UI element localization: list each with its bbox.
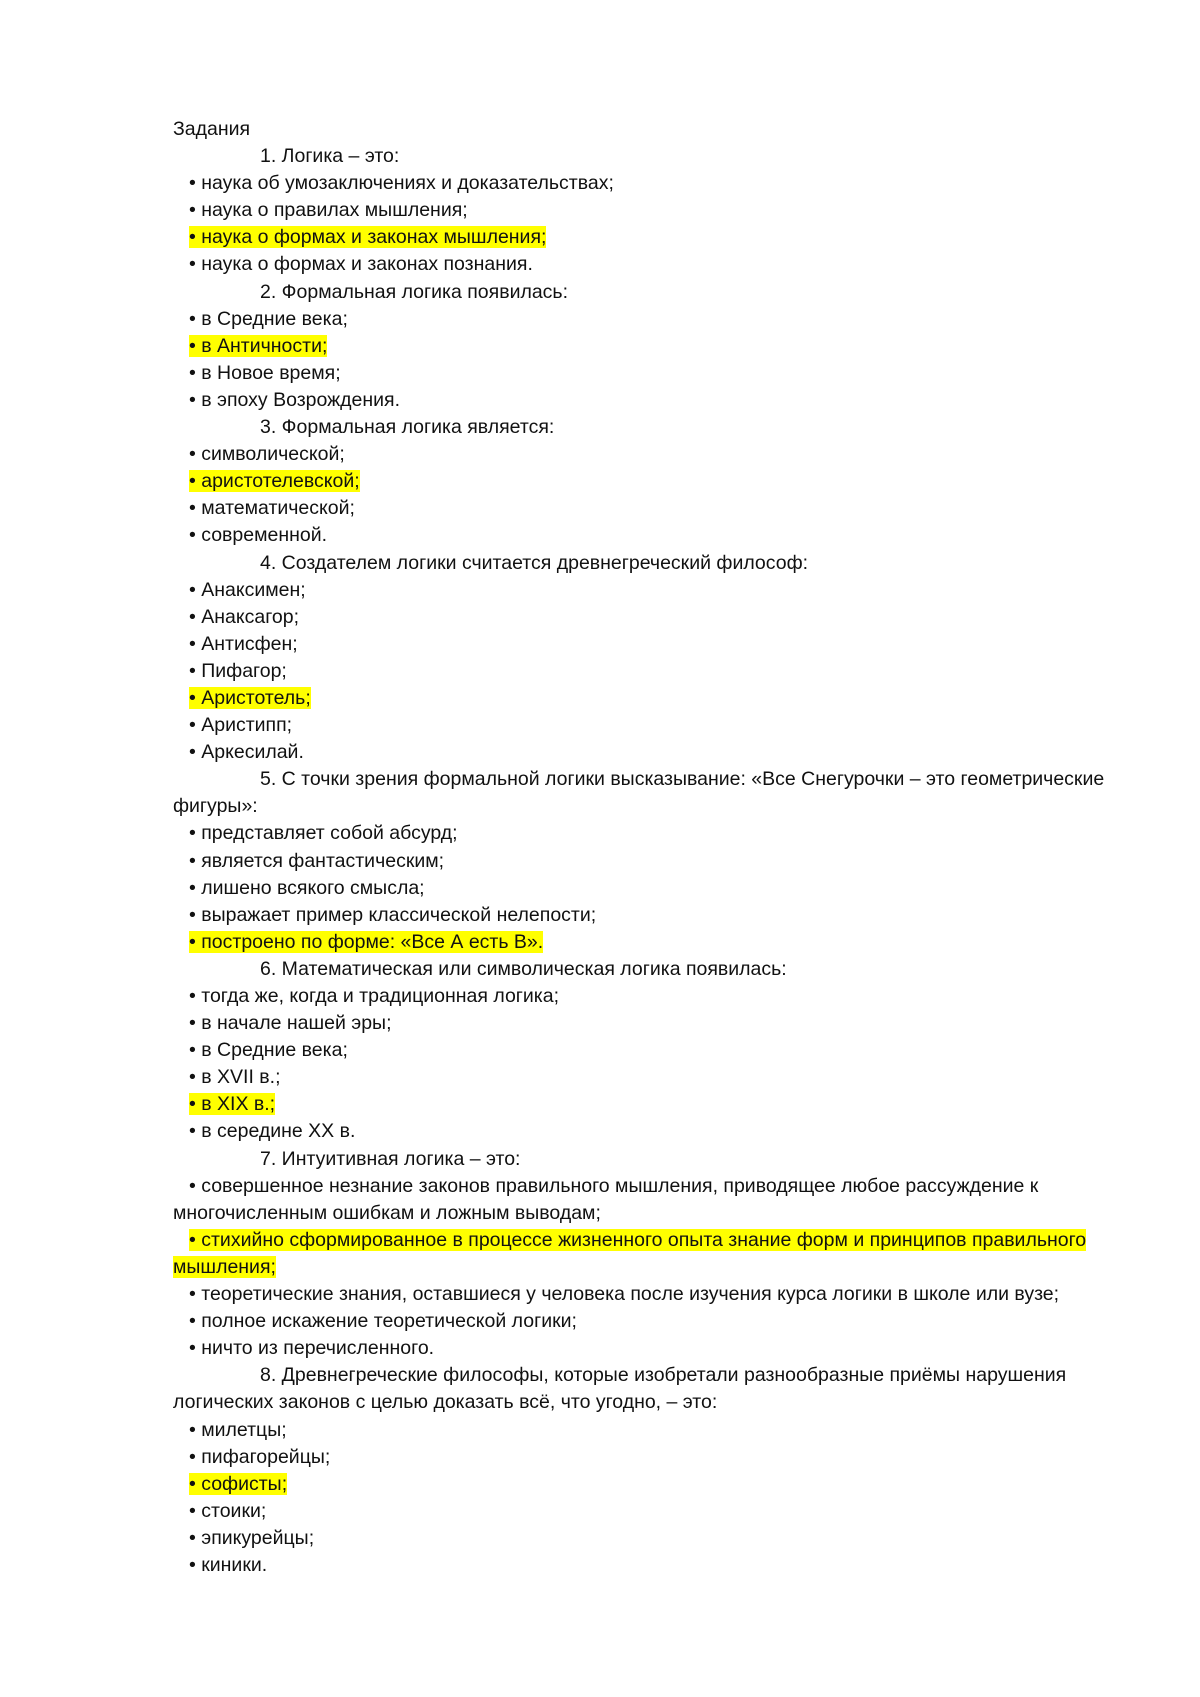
answer-option-text: • в Новое время; xyxy=(189,361,341,384)
answer-option xyxy=(173,1525,1133,1552)
answer-option xyxy=(173,1037,1133,1064)
answer-option xyxy=(173,306,1133,333)
answer-option xyxy=(173,875,1133,902)
highlighted-answer: • построено по форме: «Все А есть В». xyxy=(189,930,544,953)
answer-option-text: • стоики; xyxy=(189,1499,267,1522)
highlighted-answer: • аристотелевской; xyxy=(189,470,360,493)
answer-option-correct xyxy=(173,224,1133,251)
answer-option-text: • в Средние века; xyxy=(189,307,348,330)
answer-option-text: • наука об умозаключениях и доказательствах; xyxy=(189,172,614,195)
answer-option-text: • в начале нашей эры; xyxy=(189,1012,392,1035)
answer-option-text: • теоретические знания, оставшиеся у человека после изучения курса логики в школе или вузе; xyxy=(189,1283,1060,1306)
answer-option xyxy=(173,577,1133,604)
question-5: 5. С точки зрения формальной логики высказывание: «Все Снегурочки – это геометрические фигуры»: xyxy=(173,768,1105,818)
answer-option-text: • современной. xyxy=(189,524,328,547)
answer-option-text: • в Средние века; xyxy=(189,1039,348,1062)
highlighted-answer: • наука о формах и законах мышления; xyxy=(189,226,547,249)
answer-option xyxy=(173,712,1133,739)
highlighted-answer: • в Античности; xyxy=(189,334,328,357)
answer-option xyxy=(173,1444,1133,1471)
answer-option xyxy=(173,495,1133,522)
answer-option-text: • является фантастическим; xyxy=(189,849,445,872)
answer-option-text: • пифагорейцы; xyxy=(189,1445,331,1468)
question-1: 1. Логика – это: xyxy=(260,145,400,168)
answer-option-text: • Пифагор; xyxy=(189,659,287,682)
question-7: 7. Интуитивная логика – это: xyxy=(260,1147,521,1170)
answer-option-text: • представляет собой абсурд; xyxy=(189,822,458,845)
answer-option-text: • тогда же, когда и традиционная логика; xyxy=(189,985,560,1007)
document-body xyxy=(173,116,1133,1579)
highlighted-answer: • софисты; xyxy=(189,1472,288,1495)
answer-option-text: • Аристипп; xyxy=(189,714,293,737)
answer-option-text: • наука о формах и законах познания. xyxy=(189,253,533,276)
answer-option xyxy=(173,820,1133,847)
answer-option-correct xyxy=(173,333,1133,360)
answer-option-correct xyxy=(173,1091,1133,1118)
highlighted-answer: • Аристотель; xyxy=(189,686,311,709)
question-8: 8. Древнегреческие философы, которые изобретали разнообразные приёмы нарушения логических законов с целью доказать всё, что угодно, – это: xyxy=(173,1364,1067,1414)
answer-option xyxy=(173,1010,1133,1037)
highlighted-answer: • в XIX в.; xyxy=(189,1093,276,1116)
answer-option xyxy=(173,522,1133,549)
answer-option-text: • математической; xyxy=(189,497,355,520)
answer-option-text: • в середине XX в. xyxy=(189,1120,356,1143)
answer-option xyxy=(173,983,1133,1010)
answer-option xyxy=(173,441,1133,468)
question-3: 3. Формальная логика является: xyxy=(260,416,555,439)
answer-option-correct xyxy=(173,1471,1133,1498)
answer-option-text: • эпикурейцы; xyxy=(189,1526,315,1549)
answer-option-text: • Анаксимен; xyxy=(189,578,306,601)
question-2: 2. Формальная логика появилась: xyxy=(260,280,569,303)
answer-option-text: • ничто из перечисленного. xyxy=(189,1337,435,1360)
answer-option xyxy=(173,739,1133,766)
answer-option-text: • символической; xyxy=(189,443,345,466)
answer-option-text: • выражает пример классической нелепости; xyxy=(189,903,597,926)
answer-option xyxy=(173,1498,1133,1525)
answer-option xyxy=(173,1118,1133,1145)
answer-option-text: • Антисфен; xyxy=(189,632,298,655)
answer-option xyxy=(173,902,1133,929)
answer-option-text: • в XVII в.; xyxy=(189,1066,281,1089)
answer-option-correct xyxy=(173,929,1133,956)
answer-option-text: • киники. xyxy=(189,1553,268,1576)
answer-option xyxy=(173,1064,1133,1091)
answer-option xyxy=(173,360,1133,387)
answer-option xyxy=(173,197,1133,224)
question-6: 6. Математическая или символическая логика появилась: xyxy=(260,957,787,980)
page-title: Задания xyxy=(173,118,251,140)
answer-option xyxy=(173,848,1133,875)
answer-option xyxy=(173,1552,1133,1579)
answer-option xyxy=(173,1173,1133,1227)
answer-option-correct xyxy=(173,685,1133,712)
answer-option xyxy=(173,631,1133,658)
answer-option-text: • Аркесилай. xyxy=(189,741,304,764)
highlighted-answer: • стихийно сформированное в процессе жизненного опыта знание форм и принципов правильного мышления; xyxy=(173,1228,1087,1278)
answer-option-correct xyxy=(173,468,1133,495)
answer-option xyxy=(173,170,1133,197)
answer-option xyxy=(173,1308,1133,1335)
answer-option xyxy=(173,658,1133,685)
answer-option-correct xyxy=(173,1227,1133,1281)
answer-option xyxy=(173,387,1133,414)
answer-option xyxy=(173,604,1133,631)
question-4: 4. Создателем логики считается древнегреческий философ: xyxy=(260,551,809,574)
answer-option-text: • совершенное незнание законов правильного мышления, приводящее любое рассуждение к многочисленным ошибкам и ложным выводам; xyxy=(173,1174,1039,1224)
answer-option xyxy=(173,1417,1133,1444)
answer-option xyxy=(173,1335,1133,1362)
answer-option xyxy=(173,1281,1133,1308)
answer-option-text: • Анаксагор; xyxy=(189,605,300,628)
answer-option-text: • в эпоху Возрождения. xyxy=(189,388,401,411)
answer-option xyxy=(173,251,1133,278)
answer-option-text: • лишено всякого смысла; xyxy=(189,876,425,899)
answer-option-text: • наука о правилах мышления; xyxy=(189,199,468,222)
answer-option-text: • милетцы; xyxy=(189,1418,287,1441)
answer-option-text: • полное искажение теоретической логики; xyxy=(189,1310,577,1333)
